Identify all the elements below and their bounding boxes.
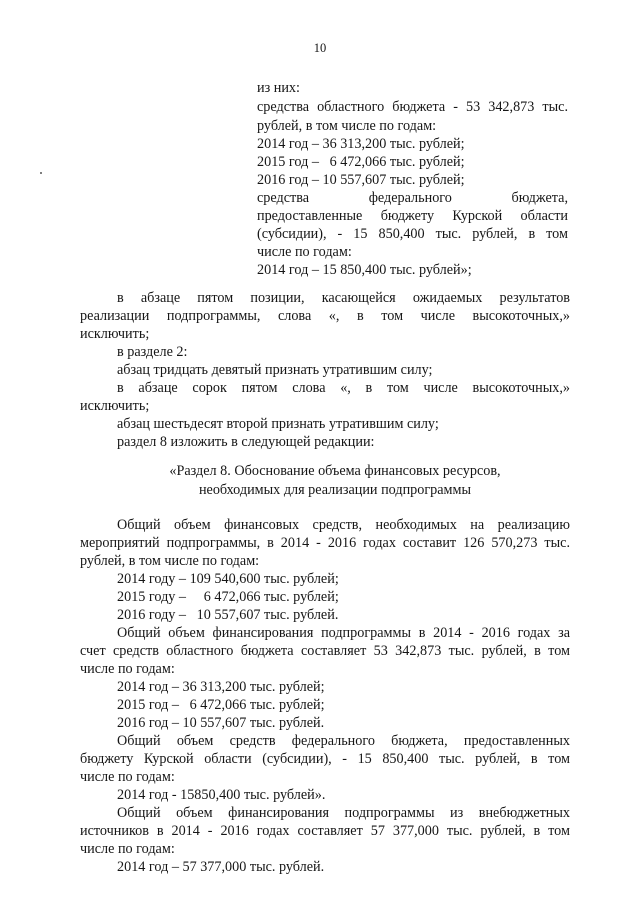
text-line: средства федерального бюджета, <box>257 190 568 206</box>
text-line: Общий объем финансирования подпрограммы из внебюджетных <box>117 805 570 821</box>
text-line: 2016 год – 10 557,607 тыс. рублей. <box>117 715 325 731</box>
text-line: 2014 году – 109 540,600 тыс. рублей; <box>117 571 339 587</box>
text-line: Общий объем финансовых средств, необходимых на реализацию <box>117 517 570 533</box>
text-line: исключить; <box>80 398 150 414</box>
text-line: 2015 год – 6 472,066 тыс. рублей; <box>257 154 465 170</box>
text-line: из них: <box>257 80 300 96</box>
text-line: числе по годам: <box>257 244 352 260</box>
text-line: 2014 год – 57 377,000 тыс. рублей. <box>117 859 325 875</box>
text-line: предоставленные бюджету Курской области <box>257 208 568 224</box>
section-heading: «Раздел 8. Обоснование объема финансовых ресурсов, <box>169 463 501 479</box>
text-line: 2014 год – 15 850,400 тыс. рублей»; <box>257 262 472 278</box>
text-line: 2014 год – 36 313,200 тыс. рублей; <box>257 136 465 152</box>
text-line: в абзаце пятом позиции, касающейся ожидаемых результатов <box>117 290 570 306</box>
text-line: исключить; <box>80 326 150 342</box>
text-line: Общий объем финансирования подпрограммы в 2014 - 2016 годах за <box>117 625 570 641</box>
text-line: мероприятий подпрограммы, в 2014 - 2016 годах составит 126 570,273 тыс. <box>80 535 570 551</box>
text-line: числе по годам: <box>80 661 175 677</box>
text-line: источников в 2014 - 2016 годах составляет 57 377,000 тыс. рублей, в том <box>80 823 570 839</box>
text-line: числе по годам: <box>80 841 175 857</box>
text-line: абзац тридцать девятый признать утратившим силу; <box>117 362 433 378</box>
text-line: абзац шестьдесят второй признать утратившим силу; <box>117 416 439 432</box>
page-number: 10 <box>313 41 327 55</box>
text-line: 2016 год – 10 557,607 тыс. рублей; <box>257 172 465 188</box>
margin-dot <box>40 172 42 174</box>
text-line: 2016 году – 10 557,607 тыс. рублей. <box>117 607 339 623</box>
text-line: (субсидии), - 15 850,400 тыс. рублей, в том <box>257 226 568 242</box>
text-line: средства областного бюджета - 53 342,873 тыс. <box>257 99 568 115</box>
section-heading: необходимых для реализации подпрограммы <box>198 482 472 498</box>
text-line: в абзаце сорок пятом слова «, в том числе высокоточных,» <box>117 380 570 396</box>
text-line: 2015 год – 6 472,066 тыс. рублей; <box>117 697 325 713</box>
text-line: в разделе 2: <box>117 344 188 360</box>
text-line: реализации подпрограммы, слова «, в том числе высокоточных,» <box>80 308 570 324</box>
text-line: 2014 год – 36 313,200 тыс. рублей; <box>117 679 325 695</box>
text-line: бюджету Курской области (субсидии), - 15 850,400 тыс. рублей, в том <box>80 751 570 767</box>
text-line: рублей, в том числе по годам: <box>257 118 437 134</box>
text-line: счет средств областного бюджета составляет 53 342,873 тыс. рублей, в том <box>80 643 570 659</box>
text-line: числе по годам: <box>80 769 175 785</box>
text-line: раздел 8 изложить в следующей редакции: <box>117 434 375 450</box>
text-line: 2015 году – 6 472,066 тыс. рублей; <box>117 589 339 605</box>
text-line: 2014 год - 15850,400 тыс. рублей». <box>117 787 326 803</box>
text-line: рублей, в том числе по годам: <box>80 553 260 569</box>
text-line: Общий объем средств федерального бюджета, предоставленных <box>117 733 570 749</box>
